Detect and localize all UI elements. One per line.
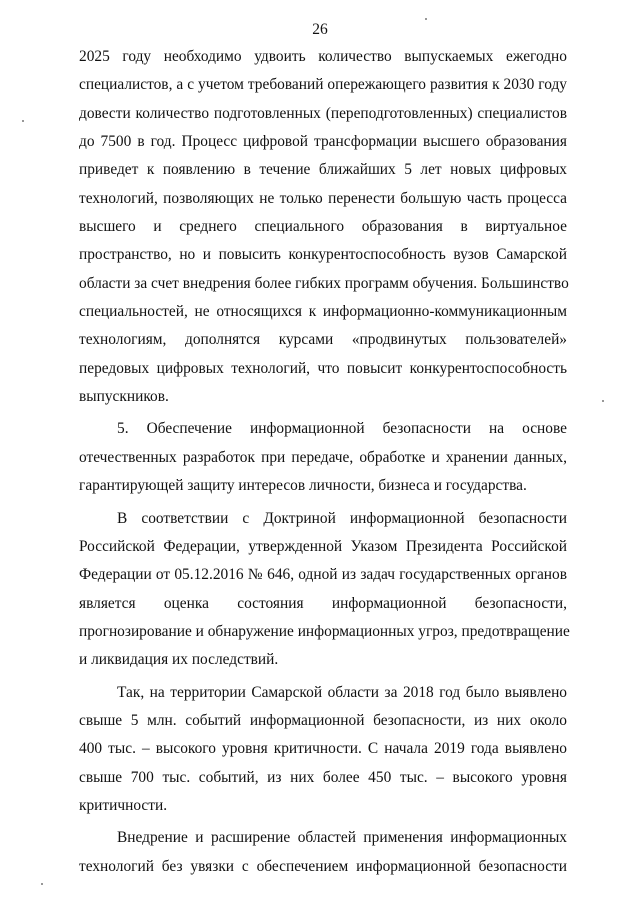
text-line: 5. Обеспечение информационной безопасности на основе <box>117 420 567 438</box>
text-line: отечественных разработок при передаче, обработке и хранении данных, <box>79 448 567 466</box>
text-line: 400 тыс. – высокого уровня критичности. С начала 2019 года выявлено <box>79 740 567 758</box>
paragraph-1 <box>79 43 567 411</box>
scan-speck <box>602 400 604 402</box>
text-line: довести количество подготовленных (переподготовленных) специалистов <box>79 104 567 122</box>
scan-speck <box>41 883 43 885</box>
paragraph-5 <box>79 824 567 881</box>
text-line: выпускников. <box>79 388 169 406</box>
scan-speck <box>22 120 24 122</box>
text-line: свыше 700 тыс. событий, из них более 450 тыс. – высокого уровня <box>79 768 567 786</box>
text-line: Федерации от 05.12.2016 № 646, одной из задач государственных органов <box>79 566 567 584</box>
text-line: В соответствии с Доктриной информационной безопасности <box>117 509 567 527</box>
text-line: передовых цифровых технологий, что повысит конкурентоспособность <box>79 359 567 377</box>
text-line: специалистов, а с учетом требований опережающего развития к 2030 году <box>79 76 567 94</box>
text-line: свыше 5 млн. событий информационной безопасности, из них около <box>79 711 567 729</box>
text-line: области за счет внедрения более гибких программ обучения. Большинство <box>79 274 569 292</box>
text-line: технологий, позволяющих не только перенести большую часть процесса <box>79 189 567 207</box>
text-line: гарантирующей защиту интересов личности, бизнеса и государства. <box>79 477 527 495</box>
page-number: 26 <box>312 21 328 38</box>
paragraph-3 <box>79 505 570 675</box>
text-line: Так, на территории Самарской области за 2018 год было выявлено <box>117 683 567 701</box>
text-line: приведет к появлению в течение ближайших 5 лет новых цифровых <box>79 161 567 179</box>
text-line: прогнозирование и обнаружение информационных угроз, предотвращение <box>79 622 570 640</box>
text-line: специальностей, не относящихся к информационно-коммуникационным <box>79 303 567 321</box>
text-line: до 7500 в год. Процесс цифровой трансформации высшего образования <box>79 133 567 151</box>
text-line: является оценка состояния информационной безопасности, <box>79 594 567 612</box>
text-line: 2025 году необходимо удвоить количество выпускаемых ежегодно <box>79 48 567 65</box>
paragraph-4 <box>79 679 567 821</box>
text-line: критичности. <box>79 796 168 814</box>
text-line: Российской Федерации, утвержденной Указом Президента Российской <box>79 537 567 555</box>
document-body <box>79 43 570 881</box>
paragraph-2 <box>79 415 567 500</box>
text-line: технологиям, дополнятся курсами «продвинутых пользователей» <box>79 331 567 349</box>
text-line: Внедрение и расширение областей применения информационных <box>117 829 567 847</box>
text-line: технологий без увязки с обеспечением информационной безопасности <box>79 857 567 875</box>
text-line: пространство, но и повысить конкурентоспособность вузов Самарской <box>79 246 567 264</box>
scan-speck <box>425 18 427 20</box>
text-line: и ликвидация их последствий. <box>79 651 279 669</box>
text-line: высшего и среднего специального образования в виртуальное <box>79 218 567 236</box>
